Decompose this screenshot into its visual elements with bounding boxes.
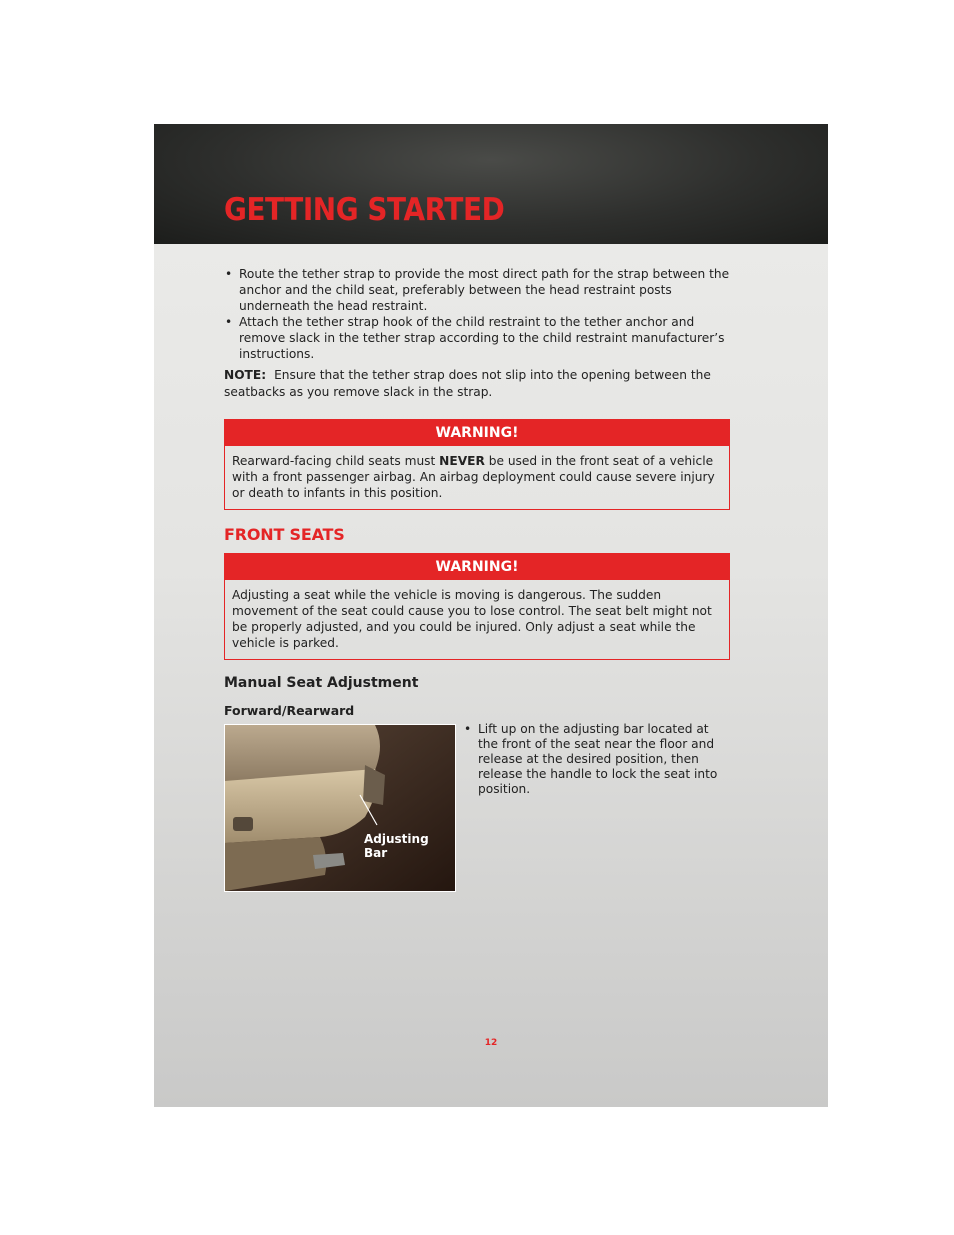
- note-paragraph: [224, 367, 730, 401]
- warning-text-part: Rearward-facing child seats must: [232, 454, 440, 468]
- manual-page: [154, 124, 828, 1107]
- callout-line: Bar: [364, 846, 388, 860]
- warning-text: [225, 446, 729, 509]
- warning-text: Adjusting a seat while the vehicle is moving is dangerous. The sudden movement of the seat could cause you to lose control. The seat belt might not be properly adjusted, and you could be injured. Only adjust a seat while the vehicle is parked.: [232, 588, 712, 650]
- page-number: 12: [484, 1038, 498, 1048]
- page-title: GETTING STARTED: [224, 192, 505, 228]
- tether-instructions-list: [224, 266, 730, 362]
- warning-heading: WARNING!: [225, 554, 729, 580]
- warning-heading: WARNING!: [225, 420, 729, 446]
- seat-adjust-instructions: [463, 722, 731, 797]
- note-text: Ensure that the tether strap does not slip into the opening between the seatbacks as you remove slack in the strap.: [224, 368, 711, 399]
- page-header: [154, 124, 828, 244]
- section-title-front-seats: FRONT SEATS: [224, 525, 345, 544]
- seat-adjust-figure: [224, 724, 730, 894]
- seat-photo: [224, 724, 456, 892]
- list-item: • Route the tether strap to provide the most direct path for the strap between the anchor and the child seat, preferably between the head restraint posts underneath the head restraint.: [224, 266, 730, 314]
- warning-box-child-seat: [224, 419, 730, 510]
- subsection-title-manual-seat: Manual Seat Adjustment: [224, 675, 419, 691]
- photo-callout-label: [364, 832, 429, 860]
- warning-box-seat-adjust: [224, 553, 730, 660]
- seat-illustration: [225, 725, 455, 891]
- list-item: • Lift up on the adjusting bar located at the front of the seat near the floor and release at the desired position, then release the handle to lock the seat into position.: [463, 722, 731, 797]
- page-content: [224, 266, 730, 894]
- warning-text-part: be used in the front seat of a vehicle with a front passenger airbag. An airbag deployment could cause severe injury or death to infants in this position.: [232, 454, 715, 500]
- callout-line: Adjusting: [364, 832, 429, 846]
- note-label: NOTE:: [224, 368, 267, 382]
- warning-emphasis: NEVER: [439, 454, 485, 468]
- list-item: • Attach the tether strap hook of the child restraint to the tether anchor and remove slack in the tether strap according to the child restraint manufacturer’s instructions.: [224, 314, 730, 362]
- subsection-title-forward-rearward: Forward/Rearward: [224, 703, 355, 718]
